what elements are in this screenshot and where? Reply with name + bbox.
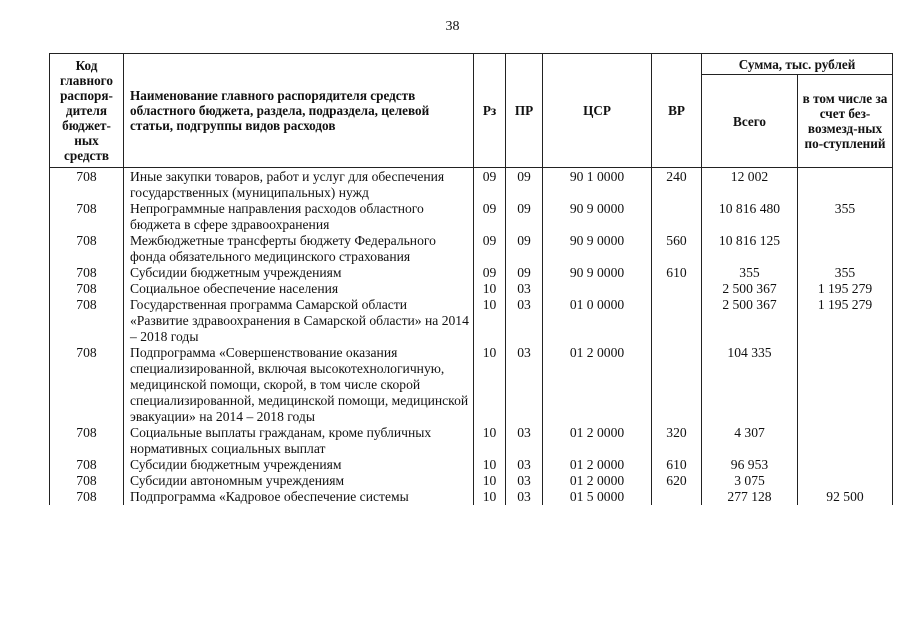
cell-rz: 10 [474, 297, 506, 345]
cell-total: 96 953 [702, 457, 798, 473]
table-row [50, 168, 893, 202]
cell-csr: 01 2 0000 [543, 425, 652, 457]
cell-code: 708 [50, 425, 124, 457]
cell-name: Субсидии бюджетным учреждениям [124, 265, 474, 281]
cell-name: Социальное обеспечение населения [124, 281, 474, 297]
table-row [50, 281, 893, 297]
cell-code: 708 [50, 457, 124, 473]
table-header [50, 54, 893, 168]
header-sum-group: Сумма, тыс. рублей [702, 54, 893, 75]
cell-total: 277 128 [702, 489, 798, 505]
cell-rz: 10 [474, 425, 506, 457]
header-gratuitous: в том числе за счет без-возмезд-ных по-ступлений [798, 75, 893, 168]
cell-gratuitous [798, 457, 893, 473]
cell-total: 10 816 125 [702, 233, 798, 265]
cell-vr [652, 489, 702, 505]
cell-pr: 09 [506, 265, 543, 281]
header-name: Наименование главного распорядителя средств областного бюджета, раздела, подраздела, целевой статьи, подгруппы видов расходов [124, 54, 474, 168]
cell-code: 708 [50, 233, 124, 265]
header-csr: ЦСР [543, 54, 652, 168]
cell-name: Государственная программа Самарской области «Развитие здравоохранения в Самарской области» на 2014 – 2018 годы [124, 297, 474, 345]
cell-pr: 09 [506, 168, 543, 202]
cell-gratuitous: 355 [798, 265, 893, 281]
table-row [50, 233, 893, 265]
cell-csr: 90 9 0000 [543, 265, 652, 281]
cell-gratuitous [798, 425, 893, 457]
cell-vr: 240 [652, 168, 702, 202]
cell-name: Подпрограмма «Совершенствование оказания специализированной, включая высокотехнологичную, медицинской помощи, скорой, в том числе скорой специализированной, медицинской помощи, медицинской эвакуации» на 2014 – 2018 годы [124, 345, 474, 425]
page-number: 38 [445, 19, 460, 34]
cell-rz: 10 [474, 489, 506, 505]
cell-total: 104 335 [702, 345, 798, 425]
cell-rz: 09 [474, 168, 506, 202]
table-row [50, 473, 893, 489]
cell-csr: 01 0 0000 [543, 297, 652, 345]
cell-rz: 09 [474, 265, 506, 281]
cell-rz: 10 [474, 457, 506, 473]
table-row [50, 457, 893, 473]
cell-vr [652, 201, 702, 233]
cell-code: 708 [50, 265, 124, 281]
table-row [50, 425, 893, 457]
cell-pr: 03 [506, 473, 543, 489]
cell-name: Подпрограмма «Кадровое обеспечение системы [124, 489, 474, 505]
cell-code: 708 [50, 168, 124, 202]
cell-csr: 90 1 0000 [543, 168, 652, 202]
cell-total: 2 500 367 [702, 297, 798, 345]
cell-csr: 01 2 0000 [543, 457, 652, 473]
cell-name: Субсидии бюджетным учреждениям [124, 457, 474, 473]
cell-gratuitous [798, 168, 893, 202]
cell-code: 708 [50, 201, 124, 233]
cell-total: 12 002 [702, 168, 798, 202]
header-code: Код главного распоря-дителя бюджет-ных средств [50, 54, 124, 168]
cell-rz: 10 [474, 281, 506, 297]
cell-rz: 10 [474, 473, 506, 489]
cell-vr: 610 [652, 457, 702, 473]
cell-gratuitous: 92 500 [798, 489, 893, 505]
table-row [50, 265, 893, 281]
cell-total: 2 500 367 [702, 281, 798, 297]
cell-total: 355 [702, 265, 798, 281]
cell-code: 708 [50, 473, 124, 489]
cell-csr: 01 5 0000 [543, 489, 652, 505]
header-pr: ПР [506, 54, 543, 168]
cell-pr: 03 [506, 345, 543, 425]
table-row [50, 345, 893, 425]
cell-pr: 03 [506, 281, 543, 297]
cell-pr: 03 [506, 457, 543, 473]
cell-name: Непрограммные направления расходов областного бюджета в сфере здравоохранения [124, 201, 474, 233]
budget-table [49, 53, 893, 505]
table-row [50, 489, 893, 505]
table-body [50, 168, 893, 506]
cell-name: Социальные выплаты гражданам, кроме публичных нормативных социальных выплат [124, 425, 474, 457]
cell-csr [543, 281, 652, 297]
cell-rz: 10 [474, 345, 506, 425]
header-vr: ВР [652, 54, 702, 168]
cell-gratuitous [798, 345, 893, 425]
cell-gratuitous [798, 233, 893, 265]
cell-csr: 90 9 0000 [543, 233, 652, 265]
cell-name: Иные закупки товаров, работ и услуг для обеспечения государственных (муниципальных) нужд [124, 168, 474, 202]
cell-pr: 09 [506, 201, 543, 233]
cell-code: 708 [50, 489, 124, 505]
cell-vr: 320 [652, 425, 702, 457]
cell-vr: 610 [652, 265, 702, 281]
header-total: Всего [702, 75, 798, 168]
header-rz: Рз [474, 54, 506, 168]
cell-code: 708 [50, 281, 124, 297]
cell-total: 3 075 [702, 473, 798, 489]
cell-vr: 560 [652, 233, 702, 265]
cell-gratuitous [798, 473, 893, 489]
cell-gratuitous: 1 195 279 [798, 297, 893, 345]
cell-rz: 09 [474, 233, 506, 265]
cell-name: Субсидии автономным учреждениям [124, 473, 474, 489]
cell-vr [652, 281, 702, 297]
cell-rz: 09 [474, 201, 506, 233]
cell-pr: 09 [506, 233, 543, 265]
cell-total: 10 816 480 [702, 201, 798, 233]
cell-total: 4 307 [702, 425, 798, 457]
table-row [50, 297, 893, 345]
cell-gratuitous: 1 195 279 [798, 281, 893, 297]
cell-pr: 03 [506, 297, 543, 345]
cell-code: 708 [50, 297, 124, 345]
cell-vr [652, 297, 702, 345]
cell-gratuitous: 355 [798, 201, 893, 233]
table-row [50, 201, 893, 233]
cell-csr: 90 9 0000 [543, 201, 652, 233]
cell-pr: 03 [506, 425, 543, 457]
cell-csr: 01 2 0000 [543, 473, 652, 489]
cell-name: Межбюджетные трансферты бюджету Федерального фонда обязательного медицинского страхования [124, 233, 474, 265]
cell-code: 708 [50, 345, 124, 425]
cell-vr: 620 [652, 473, 702, 489]
cell-vr [652, 345, 702, 425]
cell-csr: 01 2 0000 [543, 345, 652, 425]
cell-pr: 03 [506, 489, 543, 505]
